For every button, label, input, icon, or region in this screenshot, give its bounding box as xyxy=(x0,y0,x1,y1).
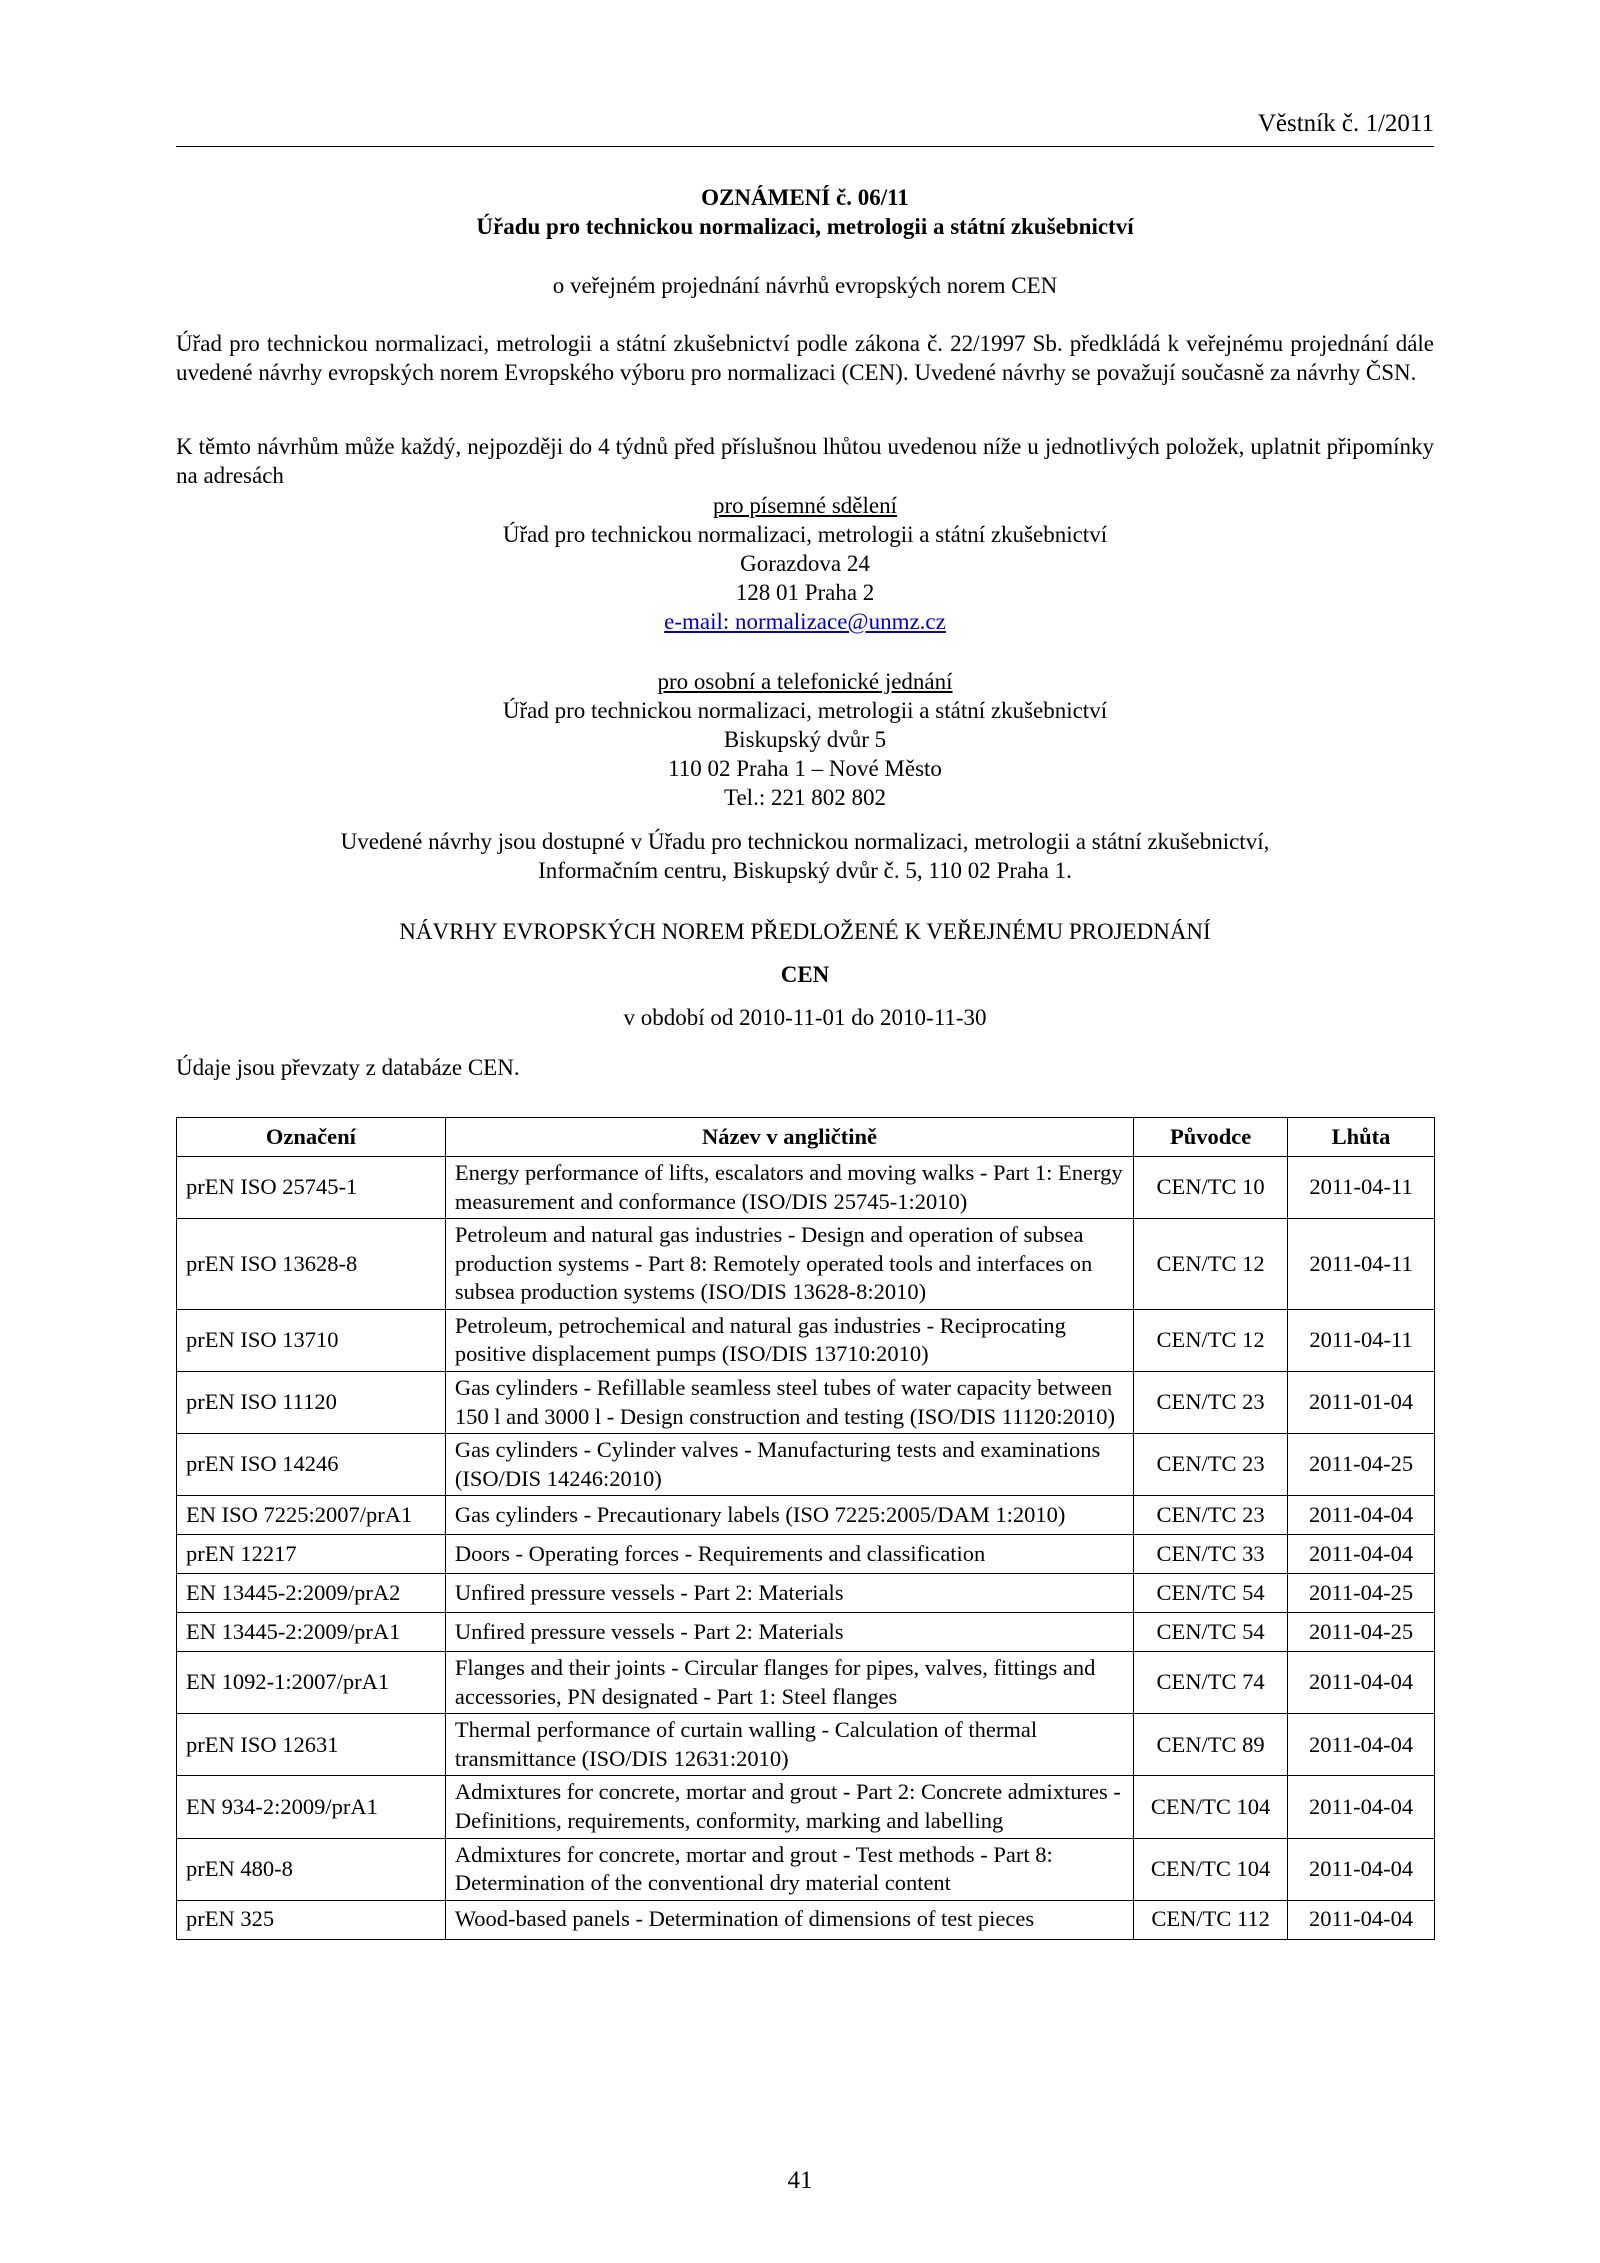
table-row xyxy=(177,1714,1435,1776)
personal-contact-address xyxy=(176,668,1434,813)
cell-designation: prEN 480-8 xyxy=(177,1838,446,1900)
table-row xyxy=(177,1371,1435,1433)
written-contact-org: Úřad pro technickou normalizaci, metrologii a státní zkušebnictví xyxy=(502,521,1108,547)
table-row xyxy=(177,1157,1435,1219)
cell-english-title: Gas cylinders - Cylinder valves - Manufacturing tests and examinations (ISO/DIS 14246:2010) xyxy=(445,1434,1133,1496)
table-row xyxy=(177,1900,1435,1939)
table-row xyxy=(177,1535,1435,1574)
cell-designation: prEN 12217 xyxy=(177,1535,446,1574)
cell-designation: prEN ISO 11120 xyxy=(177,1371,446,1433)
cell-deadline: 2011-04-04 xyxy=(1288,1776,1435,1838)
personal-contact-phone: Tel.: 221 802 802 xyxy=(724,784,886,810)
personal-contact-heading: pro osobní a telefonické jednání xyxy=(657,669,953,694)
cell-designation: prEN ISO 25745-1 xyxy=(177,1157,446,1219)
journal-header: Věstník č. 1/2011 xyxy=(176,108,1434,147)
email-link[interactable]: e-mail: normalizace@unmz.cz xyxy=(664,608,946,634)
cell-originator: CEN/TC 23 xyxy=(1134,1434,1288,1496)
written-contact-address xyxy=(176,492,1434,637)
proposals-period: v období od 2010-11-01 do 2010-11-30 xyxy=(623,1004,987,1030)
cell-deadline: 2011-04-04 xyxy=(1288,1838,1435,1900)
announcement-number: OZNÁMENÍ č. 06/11 xyxy=(701,185,909,210)
cell-originator: CEN/TC 89 xyxy=(1134,1714,1288,1776)
table-row xyxy=(177,1613,1435,1652)
personal-contact-org: Úřad pro technickou normalizaci, metrologii a státní zkušebnictví xyxy=(502,697,1108,723)
cell-english-title: Flanges and their joints - Circular flanges for pipes, valves, fittings and accessories, PN designated - Part 1: Steel flanges xyxy=(445,1652,1133,1714)
cell-designation: EN 13445-2:2009/prA2 xyxy=(177,1574,446,1613)
written-contact-city: 128 01 Praha 2 xyxy=(735,579,875,605)
cell-english-title: Gas cylinders - Refillable seamless steel tubes of water capacity between 150 l and 3000 l - Design construction and testing (ISO/DIS 11120:2010) xyxy=(445,1371,1133,1433)
availability-line-1: Uvedené návrhy jsou dostupné v Úřadu pro technickou normalizaci, metrologii a státní zkušebnictví, xyxy=(340,829,1270,854)
table-row xyxy=(177,1838,1435,1900)
written-contact-street: Gorazdova 24 xyxy=(740,550,870,576)
cell-originator: CEN/TC 10 xyxy=(1134,1157,1288,1219)
proposals-heading: NÁVRHY EVROPSKÝCH NOREM PŘEDLOŽENÉ K VEŘEJNÉMU PROJEDNÁNÍ xyxy=(399,919,1211,944)
table-row xyxy=(177,1219,1435,1310)
cell-designation: EN 934-2:2009/prA1 xyxy=(177,1776,446,1838)
announcement-subtitle: o veřejném projednání návrhů evropských norem CEN xyxy=(552,272,1058,298)
cell-originator: CEN/TC 12 xyxy=(1134,1219,1288,1310)
table-row xyxy=(177,1434,1435,1496)
cell-designation: prEN 325 xyxy=(177,1900,446,1939)
cell-deadline: 2011-04-04 xyxy=(1288,1535,1435,1574)
column-header-originator: Původce xyxy=(1134,1118,1288,1157)
cell-designation: EN 13445-2:2009/prA1 xyxy=(177,1613,446,1652)
issuing-office: Úřadu pro technickou normalizaci, metrologii a státní zkušebnictví xyxy=(476,213,1134,239)
cell-english-title: Doors - Operating forces - Requirements and classification xyxy=(445,1535,1133,1574)
cell-deadline: 2011-04-11 xyxy=(1288,1219,1435,1310)
cell-deadline: 2011-04-11 xyxy=(1288,1157,1435,1219)
cell-designation: prEN ISO 14246 xyxy=(177,1434,446,1496)
cell-english-title: Petroleum and natural gas industries - Design and operation of subsea production systems - Part 8: Remotely operated tools and interfaces on subsea production systems (ISO/DIS 13628-8:2010) xyxy=(445,1219,1133,1310)
cell-deadline: 2011-04-04 xyxy=(1288,1714,1435,1776)
table-row xyxy=(177,1652,1435,1714)
written-contact-heading: pro písemné sdělení xyxy=(713,493,897,518)
column-header-deadline: Lhůta xyxy=(1288,1118,1435,1157)
standards-table xyxy=(176,1117,1435,1940)
source-note: Údaje jsou převzaty z databáze CEN. xyxy=(176,1055,520,1080)
proposals-heading-block xyxy=(176,918,1434,1033)
cell-english-title: Admixtures for concrete, mortar and grout - Part 2: Concrete admixtures - Definitions, requirements, conformity, marking and labelling xyxy=(445,1776,1133,1838)
personal-contact-street: Biskupský dvůr 5 xyxy=(723,726,887,752)
comments-paragraph: K těmto návrhům může každý, nejpozději do 4 týdnů před příslušnou lhůtou uvedenou níže u jednotlivých položek, uplatnit připomínky na adresách xyxy=(176,434,1434,488)
announcement-title-block xyxy=(176,184,1434,301)
intro-paragraph: Úřad pro technickou normalizaci, metrologii a státní zkušebnictví podle zákona č. 22/1997 Sb. předkládá k veřejnému projednání dále uvedené návrhy evropských norem Evropského výboru pro normalizaci (CEN). Uvedené návrhy se považují současně za návrhy ČSN. xyxy=(176,331,1434,385)
page-number: 41 xyxy=(787,2167,813,2194)
cell-originator: CEN/TC 23 xyxy=(1134,1371,1288,1433)
cell-deadline: 2011-04-25 xyxy=(1288,1613,1435,1652)
cell-designation: prEN ISO 13710 xyxy=(177,1309,446,1371)
column-header-english-title: Název v angličtině xyxy=(445,1118,1133,1157)
cell-deadline: 2011-04-25 xyxy=(1288,1574,1435,1613)
availability-line-2: Informačním centru, Biskupský dvůr č. 5, 110 02 Praha 1. xyxy=(538,857,1072,883)
cell-english-title: Unfired pressure vessels - Part 2: Materials xyxy=(445,1613,1133,1652)
cell-deadline: 2011-04-25 xyxy=(1288,1434,1435,1496)
proposals-organization: CEN xyxy=(780,961,830,987)
cell-originator: CEN/TC 74 xyxy=(1134,1652,1288,1714)
table-row xyxy=(177,1309,1435,1371)
cell-originator: CEN/TC 54 xyxy=(1134,1574,1288,1613)
cell-english-title: Thermal performance of curtain walling - Calculation of thermal transmittance (ISO/DIS 12631:2010) xyxy=(445,1714,1133,1776)
cell-designation: prEN ISO 12631 xyxy=(177,1714,446,1776)
table-row xyxy=(177,1574,1435,1613)
cell-designation: EN 1092-1:2007/prA1 xyxy=(177,1652,446,1714)
cell-deadline: 2011-04-11 xyxy=(1288,1309,1435,1371)
cell-designation: EN ISO 7225:2007/prA1 xyxy=(177,1496,446,1535)
cell-english-title: Wood-based panels - Determination of dimensions of test pieces xyxy=(445,1900,1133,1939)
cell-english-title: Petroleum, petrochemical and natural gas industries - Reciprocating positive displacement pumps (ISO/DIS 13710:2010) xyxy=(445,1309,1133,1371)
table-header-row xyxy=(177,1118,1435,1157)
cell-deadline: 2011-04-04 xyxy=(1288,1900,1435,1939)
personal-contact-city: 110 02 Praha 1 – Nové Město xyxy=(668,755,942,781)
cell-originator: CEN/TC 104 xyxy=(1134,1838,1288,1900)
cell-originator: CEN/TC 33 xyxy=(1134,1535,1288,1574)
cell-designation: prEN ISO 13628-8 xyxy=(177,1219,446,1310)
cell-originator: CEN/TC 23 xyxy=(1134,1496,1288,1535)
cell-english-title: Admixtures for concrete, mortar and grout - Test methods - Part 8: Determination of the conventional dry material content xyxy=(445,1838,1133,1900)
cell-originator: CEN/TC 104 xyxy=(1134,1776,1288,1838)
cell-deadline: 2011-04-04 xyxy=(1288,1652,1435,1714)
cell-deadline: 2011-01-04 xyxy=(1288,1371,1435,1433)
table-row xyxy=(177,1496,1435,1535)
cell-english-title: Unfired pressure vessels - Part 2: Materials xyxy=(445,1574,1133,1613)
cell-english-title: Gas cylinders - Precautionary labels (ISO 7225:2005/DAM 1:2010) xyxy=(445,1496,1133,1535)
cell-originator: CEN/TC 54 xyxy=(1134,1613,1288,1652)
cell-originator: CEN/TC 112 xyxy=(1134,1900,1288,1939)
cell-originator: CEN/TC 12 xyxy=(1134,1309,1288,1371)
cell-english-title: Energy performance of lifts, escalators and moving walks - Part 1: Energy measurement and conformance (ISO/DIS 25745-1:2010) xyxy=(445,1157,1133,1219)
cell-deadline: 2011-04-04 xyxy=(1288,1496,1435,1535)
availability-note xyxy=(176,828,1434,886)
column-header-designation: Označení xyxy=(177,1118,446,1157)
table-row xyxy=(177,1776,1435,1838)
